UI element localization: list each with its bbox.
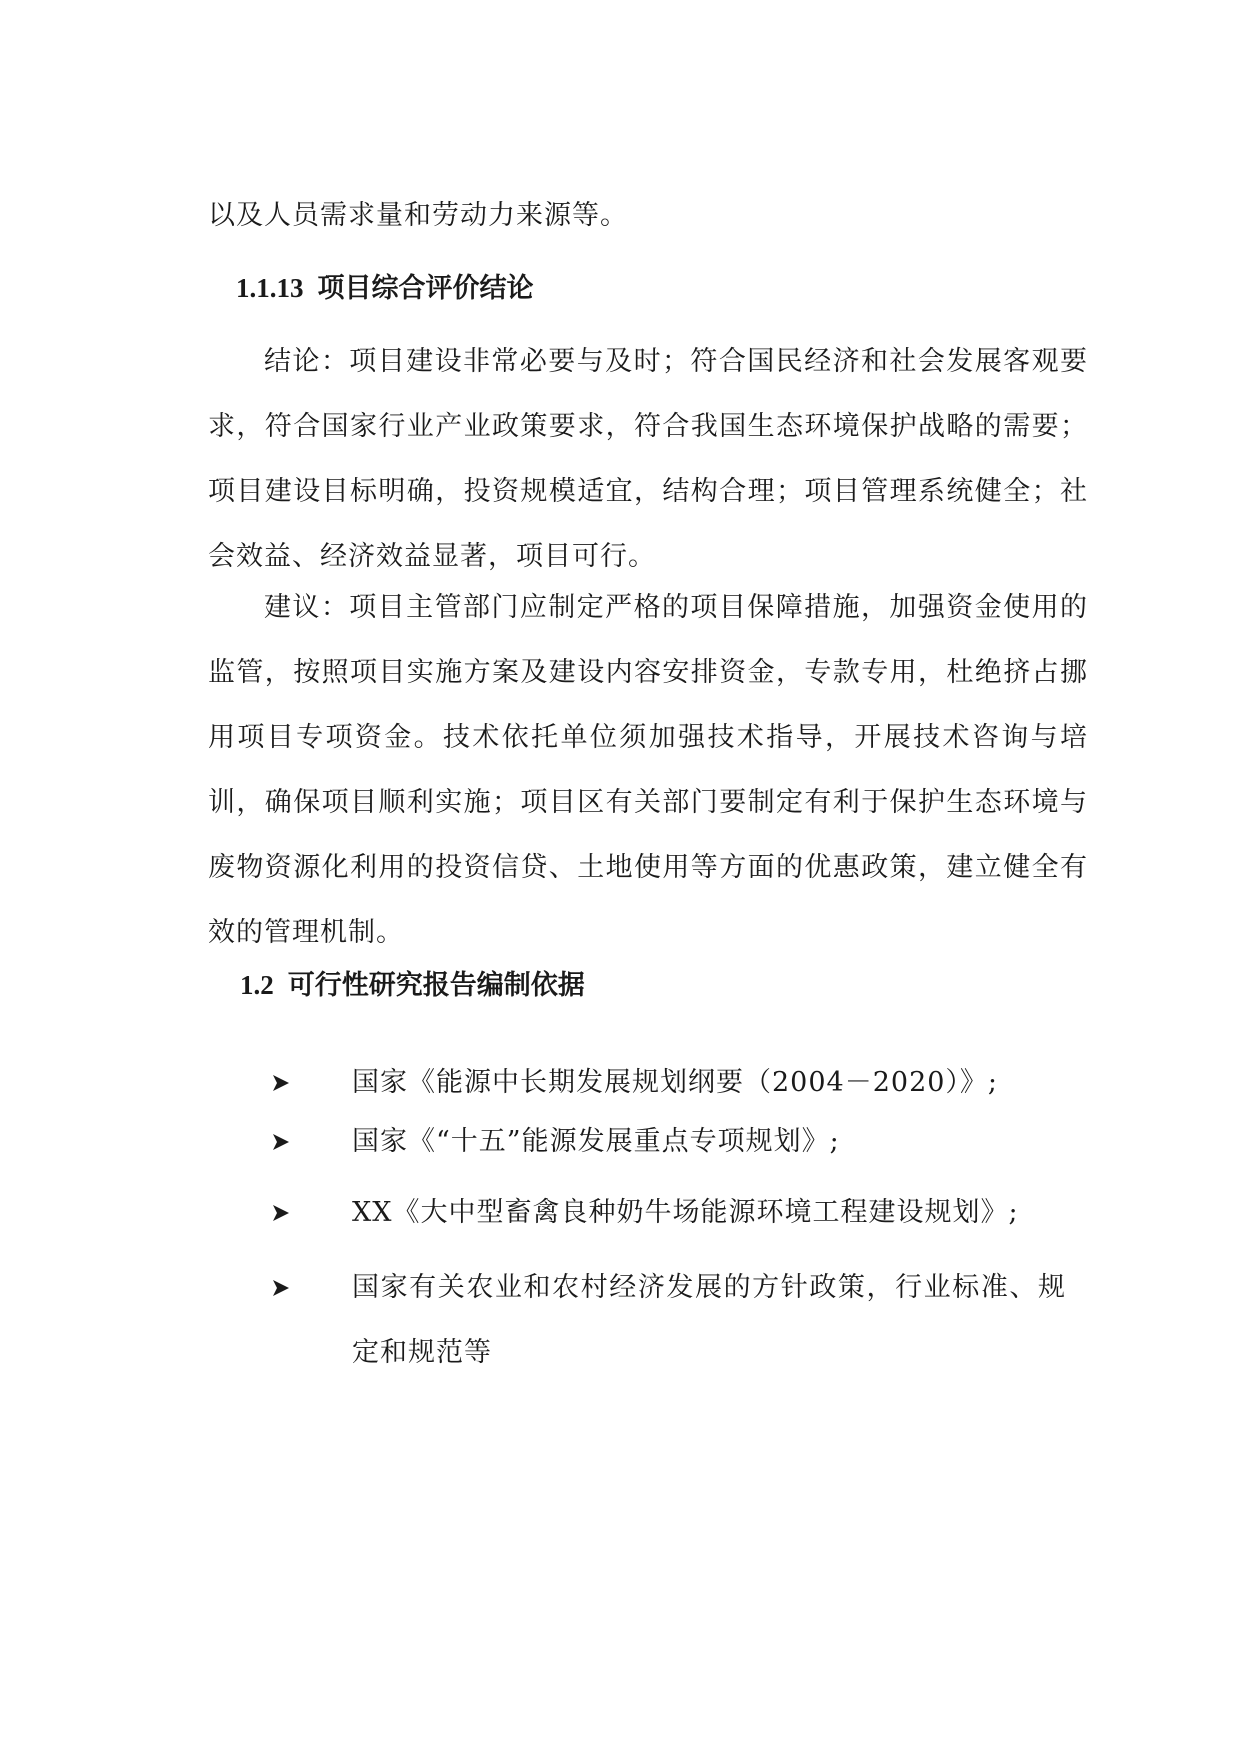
arrowhead-bullet-icon [272,1255,296,1320]
heading-number: 1.2 [240,970,274,1000]
heading-1-1-13 [236,268,534,309]
heading-title: 可行性研究报告编制依据 [287,970,585,1001]
continuation-paragraph: 以及人员需求量和劳动力来源等。 [208,200,628,231]
heading-number: 1.1.13 [236,273,304,303]
arrowhead-bullet-icon [272,1180,296,1245]
list-item [306,1180,1096,1245]
list-item-text: 国家有关农业和农村经济发展的方针政策，行业标准、规定和规范等 [352,1272,1066,1368]
list-item [306,1050,1096,1115]
list-item [306,1255,1066,1385]
heading-1-2 [240,965,585,1006]
heading-title: 项目综合评价结论 [317,273,534,304]
list-item [306,1109,1096,1174]
list-item-text: 国家《能源中长期发展规划纲要（2004－2020）》; [352,1067,999,1098]
conclusion-paragraph: 结论：项目建设非常必要与及时；符合国民经济和社会发展客观要求，符合国家行业产业政策要求，符合我国生态环境保护战略的需要；项目建设目标明确，投资规模适宜，结构合理；项目管理系统健全；社会效益、经济效益显著，项目可行。 [208,346,1088,572]
arrowhead-bullet-icon [272,1109,296,1174]
list-item-text: XX《大中型畜禽良种奶牛场能源环境工程建设规划》; [352,1197,1019,1228]
list-item-text: 国家《“十五”能源发展重点专项规划》; [352,1126,840,1157]
arrowhead-bullet-icon [272,1050,296,1115]
suggestion-paragraph: 建议：项目主管部门应制定严格的项目保障措施，加强资金使用的监管，按照项目实施方案及建设内容安排资金，专款专用，杜绝挤占挪用项目专项资金。技术依托单位须加强技术指导，开展技术咨询与培训，确保项目顺利实施；项目区有关部门要制定有利于保护生态环境与废物资源化利用的投资信贷、土地使用等方面的优惠政策，建立健全有效的管理机制。 [208,592,1088,948]
